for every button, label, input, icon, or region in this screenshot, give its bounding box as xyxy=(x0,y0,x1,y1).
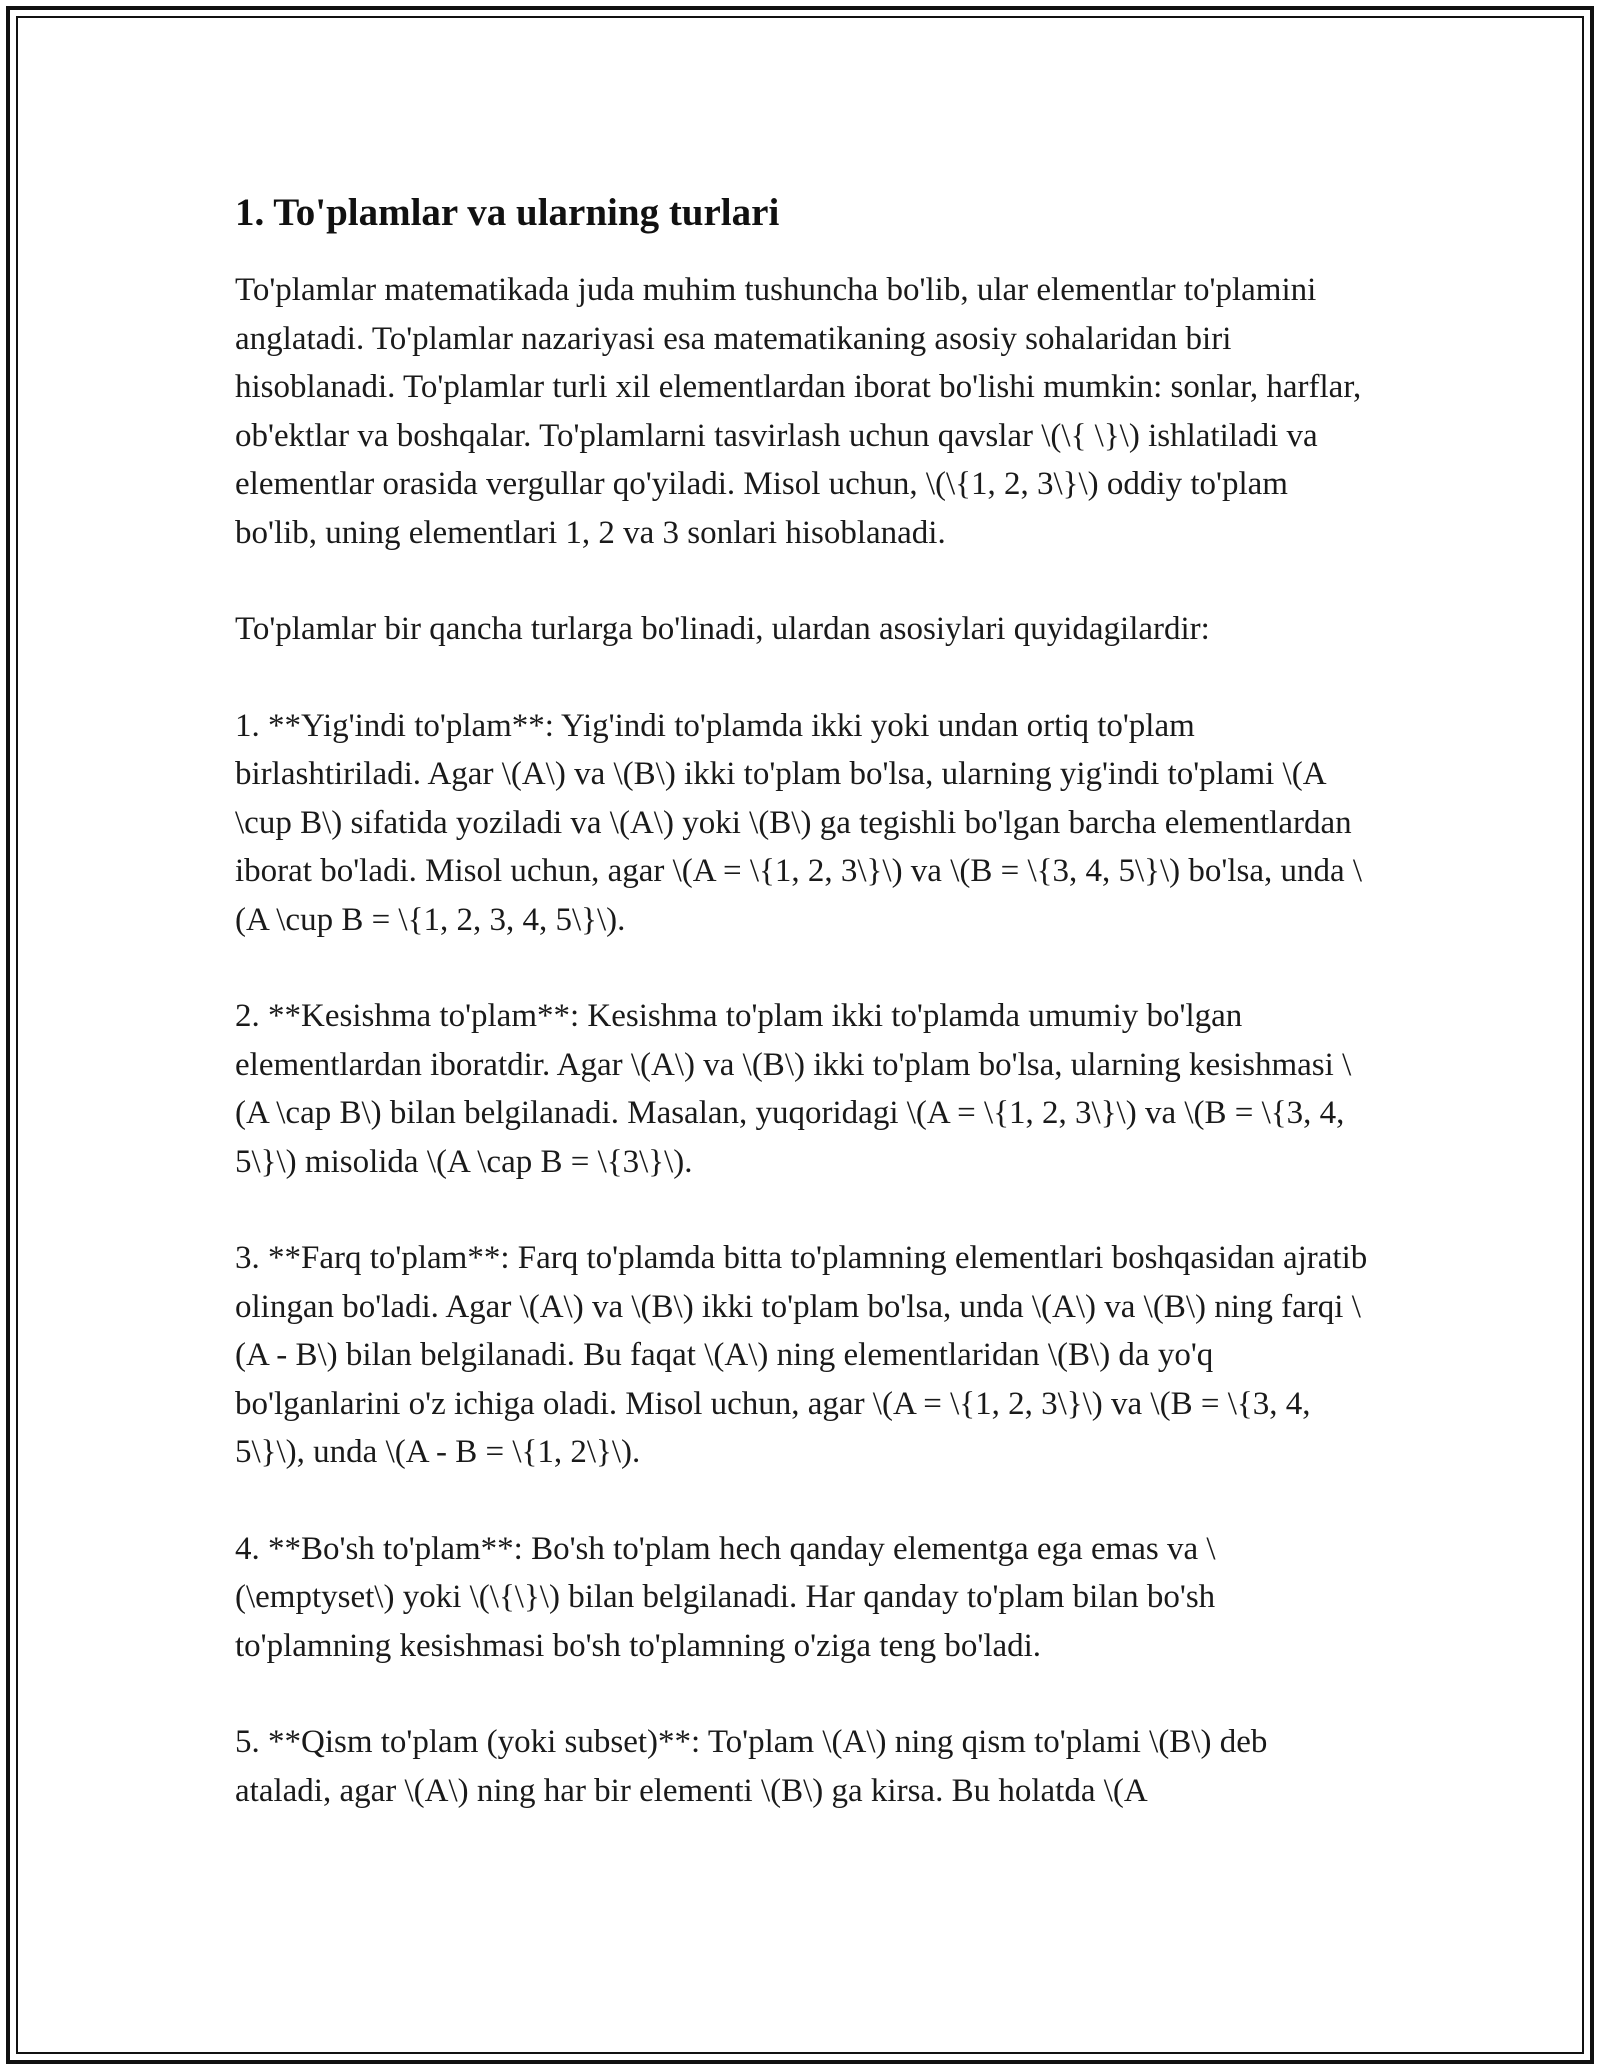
section-heading: 1. To'plamlar va ularning turlari xyxy=(235,191,780,234)
paragraph-intro: To'plamlar matematikada juda muhim tushuncha bo'lib, ular elementlar to'plamini anglatadi. To'plamlar nazariyasi esa matematikaning asosiy sohalaridan biri hisoblanadi. To'plamlar turli xil elementlardan iborat bo'lishi mumkin: sonlar, harflar, ob'ektlar va boshqalar. To'plamlarni tasvirlash uchun qavslar \(\{ \}\) ishlatiladi va elementlar orasida vergullar qo'yiladi. Misol uchun, \(\{1, 2, 3\}\) oddiy to'plam bo'lib, uning elementlari 1, 2 va 3 sonlari hisoblanadi. xyxy=(235,272,1362,551)
document-body xyxy=(235,188,1370,1815)
paragraph-intersection: 2. **Kesishma to'plam**: Kesishma to'plam ikki to'plamda umumiy bo'lgan elementlardan iboratdir. Agar \(A\) va \(B\) ikki to'plam bo'lsa, ularning kesishmasi \(A \cap B\) bilan belgilanadi. Masalan, yuqoridagi \(A = \{1, 2, 3\}\) va \(B = \{3, 4, 5\}\) misolida \(A \cap B = \{3\}\). xyxy=(235,998,1352,1180)
paragraph-difference: 3. **Farq to'plam**: Farq to'plamda bitta to'plamning elementlari boshqasidan ajratib olingan bo'ladi. Agar \(A\) va \(B\) ikki to'plam bo'lsa, unda \(A\) va \(B\) ning farqi \(A - B\) bilan belgilanadi. Bu faqat \(A\) ning elementlaridan \(B\) da yo'q bo'lganlarini o'z ichiga oladi. Misol uchun, agar \(A = \{1, 2, 3\}\) va \(B = \{3, 4, 5\}\), unda \(A - B = \{1, 2\}\). xyxy=(235,1240,1368,1470)
paragraph-empty-set: 4. **Bo'sh to'plam**: Bo'sh to'plam hech qanday elementga ega emas va \(\emptyset\) yoki \(\{\}\) bilan belgilanadi. Har qanday to'plam bilan bo'sh to'plamning kesishmasi bo'sh to'plamning o'ziga teng bo'ladi. xyxy=(235,1530,1216,1664)
paragraph-union: 1. **Yig'indi to'plam**: Yig'indi to'plamda ikki yoki undan ortiq to'plam birlashtiriladi. Agar \(A\) va \(B\) ikki to'plam bo'lsa, ularning yig'indi to'plami \(A \cup B\) sifatida yoziladi va \(A\) yoki \(B\) ga tegishli bo'lgan barcha elementlardan iborat bo'ladi. Misol uchun, agar \(A = \{1, 2, 3\}\) va \(B = \{3, 4, 5\}\) bo'lsa, unda \(A \cup B = \{1, 2, 3, 4, 5\}\). xyxy=(235,707,1363,938)
paragraph-types-intro: To'plamlar bir qancha turlarga bo'linadi, ulardan asosiylari quyidagilardir: xyxy=(235,611,1210,647)
paragraph-subset: 5. **Qism to'plam (yoki subset)**: To'plam \(A\) ning qism to'plami \(B\) deb ataladi, agar \(A\) ning har bir elementi \(B\) ga kirsa. Bu holatda \(A xyxy=(235,1724,1268,1809)
